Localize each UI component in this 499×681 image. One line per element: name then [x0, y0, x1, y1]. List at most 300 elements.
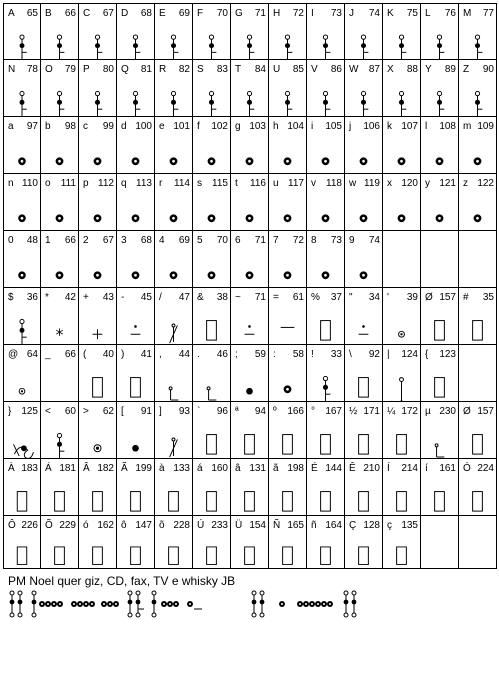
- glyph-cell: [193, 231, 231, 288]
- glyph-icon: [193, 190, 230, 230]
- glyph-icon: [193, 133, 230, 173]
- glyph-code: 121: [439, 178, 456, 189]
- glyph-cell: [459, 174, 497, 231]
- glyph-code: 105: [325, 121, 342, 132]
- glyph-cell: [117, 459, 155, 516]
- glyph-char: 1: [45, 235, 51, 246]
- glyph-char: Á: [45, 463, 52, 474]
- glyph-char: Y: [425, 64, 432, 75]
- glyph-icon: [459, 76, 496, 116]
- glyph-icon: [117, 304, 154, 344]
- glyph-cell: [117, 174, 155, 231]
- glyph-label: [8, 406, 38, 418]
- glyph-cell: [231, 174, 269, 231]
- glyph-char: {: [425, 349, 429, 360]
- glyph-label: [8, 121, 38, 133]
- glyph-code: 109: [477, 121, 494, 132]
- glyph-code: 103: [249, 121, 266, 132]
- glyph-label: [273, 406, 304, 418]
- glyph-cell: [193, 60, 231, 117]
- glyph-cell: [345, 231, 383, 288]
- glyph-code: 154: [249, 520, 266, 531]
- glyph-char: Ç: [349, 520, 357, 531]
- glyph-char: O: [45, 64, 53, 75]
- glyph-cell: [79, 3, 117, 60]
- glyph-icon: [231, 418, 268, 458]
- glyph-icon: [193, 247, 230, 287]
- glyph-code: 42: [64, 292, 76, 303]
- glyph-icon: [421, 418, 458, 458]
- glyph-code: 81: [140, 64, 152, 75]
- glyph-icon: [193, 361, 230, 401]
- glyph-cell: [193, 117, 231, 174]
- glyph-cell: [117, 402, 155, 459]
- glyph-code: 157: [477, 406, 494, 417]
- glyph-char: °: [311, 406, 315, 417]
- glyph-label: [197, 64, 228, 76]
- glyph-code: 70: [216, 235, 228, 246]
- glyph-label: [121, 235, 152, 247]
- glyph-icon: [421, 76, 458, 116]
- glyph-label: [159, 235, 190, 247]
- glyph-icon: [155, 190, 192, 230]
- glyph-label: [8, 349, 38, 361]
- glyph-cell: [155, 459, 193, 516]
- glyph-char: P: [83, 64, 90, 75]
- glyph-label: [311, 520, 342, 532]
- glyph-char: T: [235, 64, 242, 75]
- glyph-char: u: [273, 178, 279, 189]
- glyph-label: [425, 121, 456, 133]
- glyph-code: 73: [330, 8, 342, 19]
- glyph-char: o: [45, 178, 51, 189]
- glyph-code: 113: [136, 178, 152, 189]
- glyph-code: 64: [26, 349, 38, 360]
- glyph-code: 104: [287, 121, 304, 132]
- glyph-code: 33: [330, 349, 342, 360]
- glyph-label: [159, 520, 190, 532]
- glyph-cell: [459, 117, 497, 174]
- glyph-icon: [155, 475, 192, 515]
- glyph-code: 67: [102, 8, 114, 19]
- glyph-char: õ: [159, 520, 165, 531]
- glyph-cell: [231, 117, 269, 174]
- glyph-char: Ñ: [273, 520, 281, 531]
- glyph-label: [8, 8, 38, 20]
- glyph-char: f: [197, 121, 200, 132]
- glyph-cell: [269, 174, 307, 231]
- glyph-icon: [4, 76, 40, 116]
- glyph-cell: [41, 60, 79, 117]
- glyph-char: =: [273, 292, 279, 303]
- glyph-char: F: [197, 8, 204, 19]
- glyph-cell: [345, 174, 383, 231]
- glyph-label: [159, 8, 190, 20]
- glyph-label: [463, 178, 494, 190]
- glyph-cell: [269, 3, 307, 60]
- glyph-code: 60: [64, 406, 76, 417]
- glyph-label: [387, 292, 418, 304]
- glyph-label: [45, 121, 76, 133]
- glyph-char: 8: [311, 235, 317, 246]
- glyph-cell: [41, 288, 79, 345]
- glyph-icon: [79, 532, 116, 568]
- glyph-cell: [155, 60, 193, 117]
- glyph-icon: [459, 304, 496, 344]
- glyph-char: Z: [463, 64, 470, 75]
- glyph-icon: [345, 190, 382, 230]
- glyph-label: [45, 406, 76, 418]
- glyph-cell: [231, 516, 269, 569]
- glyph-icon: [269, 20, 306, 59]
- glyph-cell: [307, 117, 345, 174]
- glyph-icon: [79, 361, 116, 401]
- glyph-cell: [231, 60, 269, 117]
- glyph-char: ñ: [311, 520, 317, 531]
- glyph-code: 125: [21, 406, 38, 417]
- glyph-icon: [4, 304, 40, 344]
- glyph-label: [463, 121, 494, 133]
- glyph-icon: [383, 475, 420, 515]
- glyph-label: [45, 8, 76, 20]
- glyph-char: |: [387, 349, 390, 360]
- glyph-code: 66: [64, 235, 76, 246]
- glyph-cell: [231, 3, 269, 60]
- glyph-label: [197, 520, 228, 532]
- glyph-label: [8, 235, 38, 247]
- glyph-icon: [155, 361, 192, 401]
- glyph-code: 36: [26, 292, 38, 303]
- empty-cell: [421, 516, 459, 569]
- glyph-code: 123: [439, 349, 456, 360]
- glyph-icon: [117, 475, 154, 515]
- character-map-grid: [3, 3, 497, 569]
- empty-cell: [421, 231, 459, 288]
- glyph-code: 164: [325, 520, 342, 531]
- glyph-label: [235, 520, 266, 532]
- glyph-label: [121, 463, 152, 475]
- sample-text: PM Noel quer giz, CD, fax, TV e whisky JB: [8, 574, 236, 588]
- glyph-icon: [307, 475, 344, 515]
- glyph-code: 115: [212, 178, 228, 189]
- glyph-label: [463, 463, 494, 475]
- glyph-char: q: [121, 178, 127, 189]
- glyph-cell: [3, 402, 41, 459]
- glyph-char: *: [45, 292, 49, 303]
- glyph-char: L: [425, 8, 431, 19]
- glyph-cell: [459, 402, 497, 459]
- glyph-icon: [4, 475, 40, 515]
- glyph-icon: [421, 190, 458, 230]
- glyph-code: 157: [439, 292, 456, 303]
- glyph-label: [349, 349, 380, 361]
- glyph-code: 71: [254, 8, 266, 19]
- glyph-cell: [269, 345, 307, 402]
- glyph-code: 37: [330, 292, 342, 303]
- glyph-label: [83, 520, 114, 532]
- glyph-code: 46: [216, 349, 228, 360]
- glyph-icon: [41, 247, 78, 287]
- glyph-icon: [307, 20, 344, 59]
- glyph-char: ;: [235, 349, 238, 360]
- glyph-code: 69: [178, 235, 190, 246]
- glyph-icon: [383, 133, 420, 173]
- glyph-code: 160: [211, 463, 228, 474]
- glyph-cell: [193, 345, 231, 402]
- glyph-label: [45, 64, 76, 76]
- glyph-char: !: [311, 349, 314, 360]
- glyph-label: [235, 64, 266, 76]
- glyph-icon: [269, 532, 306, 568]
- glyph-char: p: [83, 178, 89, 189]
- glyph-code: 74: [368, 8, 380, 19]
- glyph-char: â: [235, 463, 241, 474]
- glyph-icon: [269, 247, 306, 287]
- glyph-code: 93: [178, 406, 190, 417]
- glyph-char: ": [349, 292, 353, 303]
- glyph-char: C: [83, 8, 91, 19]
- glyph-code: 70: [216, 8, 228, 19]
- glyph-label: [387, 121, 418, 133]
- glyph-code: 181: [59, 463, 76, 474]
- glyph-code: 120: [401, 178, 418, 189]
- glyph-char: À: [8, 463, 15, 474]
- glyph-label: [121, 520, 152, 532]
- glyph-char: d: [121, 121, 127, 132]
- glyph-label: [121, 121, 152, 133]
- glyph-label: [197, 8, 228, 20]
- glyph-code: 39: [406, 292, 418, 303]
- glyph-icon: [155, 532, 192, 568]
- glyph-char: 9: [349, 235, 355, 246]
- glyph-cell: [307, 3, 345, 60]
- glyph-cell: [345, 60, 383, 117]
- glyph-cell: [79, 345, 117, 402]
- glyph-code: 161: [439, 463, 456, 474]
- glyph-label: [273, 349, 304, 361]
- glyph-label: [463, 64, 494, 76]
- glyph-char: k: [387, 121, 392, 132]
- glyph-label: [8, 292, 38, 304]
- glyph-char: ô: [121, 520, 127, 531]
- glyph-label: [273, 292, 304, 304]
- glyph-cell: [421, 117, 459, 174]
- glyph-icon: [117, 247, 154, 287]
- glyph-char: g: [235, 121, 241, 132]
- glyph-icon: [41, 475, 78, 515]
- glyph-icon: [383, 20, 420, 59]
- glyph-cell: [269, 402, 307, 459]
- glyph-label: [121, 178, 152, 190]
- glyph-char: I: [311, 8, 314, 19]
- glyph-label: [197, 406, 228, 418]
- glyph-label: [349, 520, 380, 532]
- glyph-char: Ã: [121, 463, 128, 474]
- glyph-label: [387, 8, 418, 20]
- glyph-code: 135: [401, 520, 418, 531]
- glyph-code: 99: [102, 121, 114, 132]
- glyph-label: [235, 406, 266, 418]
- glyph-char: ó: [83, 520, 89, 531]
- glyph-code: 183: [21, 463, 38, 474]
- glyph-cell: [345, 516, 383, 569]
- glyph-code: 66: [64, 8, 76, 19]
- glyph-char: Q: [121, 64, 129, 75]
- glyph-char: .: [197, 349, 200, 360]
- glyph-label: [45, 463, 76, 475]
- glyph-label: [311, 292, 342, 304]
- glyph-char: e: [159, 121, 165, 132]
- glyph-cell: [193, 459, 231, 516]
- glyph-icon: [117, 532, 154, 568]
- glyph-icon: [345, 475, 382, 515]
- glyph-cell: [155, 231, 193, 288]
- glyph-cell: [307, 345, 345, 402]
- glyph-icon: [383, 418, 420, 458]
- glyph-code: 210: [363, 463, 380, 474]
- glyph-icon: [459, 418, 496, 458]
- glyph-icon: [345, 532, 382, 568]
- glyph-icon: [4, 20, 40, 59]
- glyph-icon: [421, 475, 458, 515]
- glyph-cell: [155, 345, 193, 402]
- glyph-code: 165: [287, 520, 304, 531]
- glyph-code: 100: [135, 121, 152, 132]
- glyph-char: Â: [83, 463, 90, 474]
- glyph-label: [235, 178, 266, 190]
- glyph-icon: [41, 76, 78, 116]
- glyph-icon: [307, 304, 344, 344]
- glyph-cell: [3, 288, 41, 345]
- glyph-char: º: [273, 406, 277, 417]
- glyph-icon: [459, 475, 496, 515]
- glyph-code: 47: [178, 292, 190, 303]
- glyph-code: 43: [102, 292, 114, 303]
- glyph-cell: [269, 231, 307, 288]
- glyph-label: [159, 178, 190, 190]
- glyph-code: 73: [330, 235, 342, 246]
- glyph-code: 71: [254, 235, 266, 246]
- glyph-char: /: [159, 292, 162, 303]
- glyph-char: c: [83, 121, 88, 132]
- glyph-icon: [117, 361, 154, 401]
- glyph-cell: [41, 231, 79, 288]
- glyph-label: [425, 463, 456, 475]
- glyph-label: [83, 121, 114, 133]
- glyph-cell: [307, 231, 345, 288]
- glyph-code: 67: [102, 235, 114, 246]
- glyph-label: [235, 8, 266, 20]
- glyph-label: [311, 349, 342, 361]
- glyph-label: [197, 349, 228, 361]
- glyph-cell: [307, 288, 345, 345]
- glyph-code: 167: [325, 406, 342, 417]
- svg-text:*: *: [55, 326, 64, 344]
- glyph-label: [273, 178, 304, 190]
- glyph-label: [311, 178, 342, 190]
- glyph-label: [425, 178, 456, 190]
- glyph-char: @: [8, 349, 19, 360]
- glyph-code: 79: [64, 64, 76, 75]
- glyph-icon: [193, 304, 230, 344]
- glyph-cell: [345, 345, 383, 402]
- glyph-code: 87: [368, 64, 380, 75]
- glyph-code: 83: [216, 64, 228, 75]
- glyph-code: 35: [482, 292, 494, 303]
- glyph-cell: [79, 231, 117, 288]
- glyph-code: 110: [22, 178, 38, 189]
- glyph-code: 86: [330, 64, 342, 75]
- glyph-code: 62: [102, 406, 114, 417]
- glyph-char: 0: [8, 235, 14, 246]
- glyph-icon: [79, 418, 116, 458]
- empty-cell: [459, 231, 497, 288]
- glyph-char: m: [463, 121, 472, 132]
- glyph-char: 4: [159, 235, 165, 246]
- glyph-icon: [231, 475, 268, 515]
- glyph-icon: [4, 247, 40, 287]
- glyph-label: [349, 121, 380, 133]
- glyph-cell: [459, 459, 497, 516]
- glyph-icon: [383, 361, 420, 401]
- glyph-char: >: [83, 406, 89, 417]
- glyph-cell: [231, 345, 269, 402]
- glyph-cell: [193, 174, 231, 231]
- glyph-cell: [155, 174, 193, 231]
- glyph-label: [197, 178, 228, 190]
- glyph-code: 172: [401, 406, 418, 417]
- glyph-char: ç: [387, 520, 392, 531]
- glyph-label: [83, 406, 114, 418]
- glyph-code: 91: [140, 406, 152, 417]
- glyph-char: E: [159, 8, 166, 19]
- glyph-icon: [269, 418, 306, 458]
- glyph-char: 6: [235, 235, 241, 246]
- glyph-code: 114: [174, 178, 190, 189]
- glyph-label: [8, 520, 38, 532]
- glyph-char: }: [8, 406, 12, 417]
- glyph-cell: [231, 459, 269, 516]
- glyph-icon: [4, 532, 40, 568]
- glyph-code: 166: [287, 406, 304, 417]
- glyph-icon: [79, 133, 116, 173]
- glyph-code: 78: [26, 64, 38, 75]
- glyph-char: Ô: [8, 520, 16, 531]
- glyph-icon: [307, 133, 344, 173]
- glyph-icon: [4, 361, 40, 401]
- glyph-code: 106: [363, 121, 380, 132]
- glyph-label: [463, 406, 494, 418]
- glyph-label: [121, 349, 152, 361]
- glyph-cell: [345, 117, 383, 174]
- glyph-label: [197, 292, 228, 304]
- glyph-label: [349, 178, 380, 190]
- glyph-char: ã: [273, 463, 279, 474]
- glyph-char: -: [121, 292, 125, 303]
- glyph-char: $: [8, 292, 14, 303]
- glyph-cell: [3, 3, 41, 60]
- glyph-code: 199: [135, 463, 152, 474]
- glyph-cell: [459, 60, 497, 117]
- glyph-icon: [193, 76, 230, 116]
- glyph-cell: [269, 459, 307, 516]
- glyph-label: [311, 463, 342, 475]
- glyph-label: [273, 121, 304, 133]
- glyph-cell: [383, 117, 421, 174]
- glyph-icon: [193, 20, 230, 59]
- glyph-code: 224: [477, 463, 494, 474]
- glyph-char: `: [197, 406, 201, 417]
